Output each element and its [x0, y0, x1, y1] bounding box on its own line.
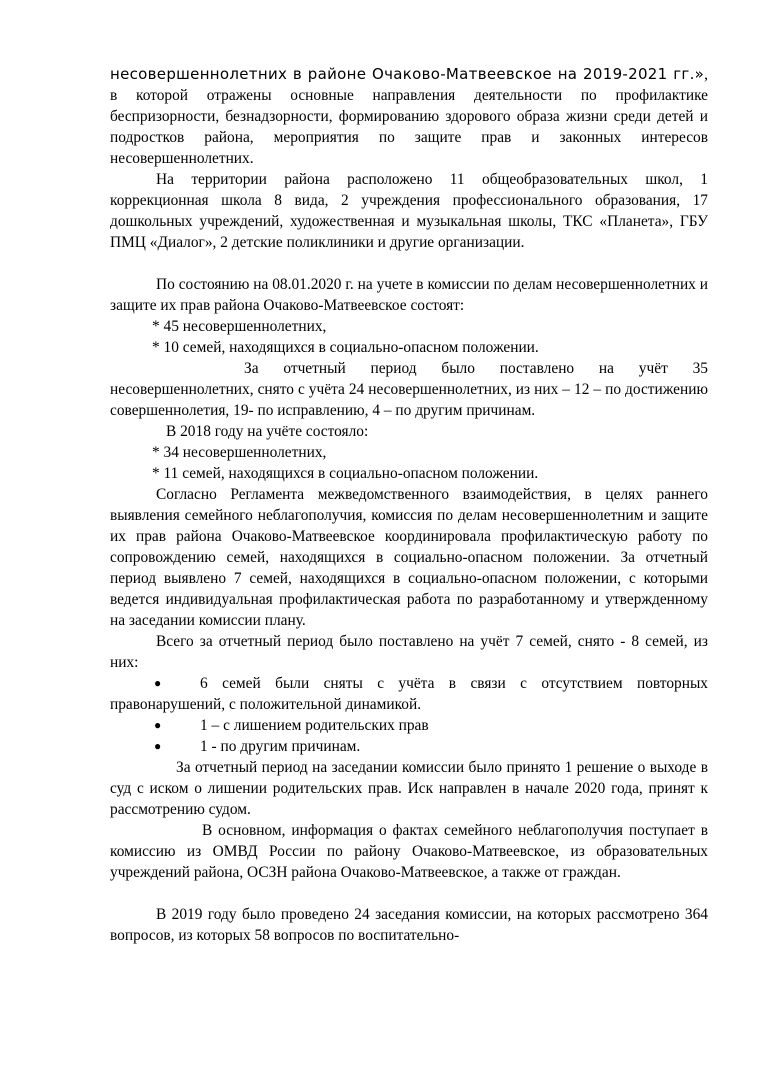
- paragraph-institutions: На территории района расположено 11 общеобразовательных школ, 1 коррекционная школа 8 вида, 2 учреждения профессионального образования, 17 дошкольных учреждений, художественная и музыкальная школы, ТКС «Планета», ГБУ ПМЦ «Диалог», 2 детские поликлиники и другие организации.: [110, 171, 708, 251]
- list-item: * 10 семей, находящихся в социально-опасном положении.: [152, 339, 539, 356]
- paragraph-regulation: Согласно Регламента межведомственного взаимодействия, в целях раннего выявления семейного неблагополучия, комиссия по делам несовершеннолетним и защите их прав района Очаково-Матвеевское координировала профилактическую работу по сопровождению семей, находящихся в социально-опасном положении. За отчетный период выявлено 7 семей, находящихся в социально-опасном положении, с которыми ведется индивидуальная профилактическая работа по разработанному и утвержденному на заседании комиссии плану.: [110, 486, 708, 629]
- bullet-text: 6 семей были сняты с учёта в связи с отсутствием повторных правонарушений, с положительной динамикой.: [110, 675, 708, 713]
- bullet-icon: ●: [154, 739, 162, 753]
- bullet-icon: ●: [154, 676, 162, 690]
- program-description-text: , в которой отражены основные направления деятельности по профилактике беспризорности, безнадзорности, формированию здорового образа жизни среди детей и подростков района, мероприятия по защите прав и законных интересов несовершеннолетних.: [110, 66, 708, 167]
- document-body: [110, 64, 708, 946]
- spacer: [110, 253, 708, 274]
- bullet-item: [110, 673, 708, 715]
- paragraph-families-total: Всего за отчетный период было поставлено на учёт 7 семей, снято - 8 семей, из них:: [110, 633, 708, 671]
- bullet-text: 1 - по другим причинам.: [200, 738, 361, 755]
- bullet-item: [110, 736, 708, 757]
- paragraph-meetings-2019: В 2019 году было проведено 24 заседания комиссии, на которых рассмотрено 364 вопросов, из которых 58 вопросов по воспитательно-: [110, 906, 708, 944]
- paragraph-program-description: [110, 64, 708, 169]
- program-title-fragment: несовершеннолетних в районе Очаково-Матвеевское на 2019-2021 гг.»: [110, 65, 705, 83]
- paragraph-reporting-period: За отчетный период было поставлено на учёт 35 несовершеннолетних, снято с учёта 24 несовершеннолетних, из них – 12 – по достижению совершеннолетия, 19- по исправлению, 4 – по другим причинам.: [110, 360, 708, 419]
- list-item: * 11 семей, находящихся в социально-опасном положении.: [152, 465, 539, 482]
- bullet-icon: ●: [154, 718, 162, 732]
- bullet-text: 1 – с лишением родительских прав: [200, 717, 429, 734]
- paragraph-court-decision: За отчетный период на заседании комиссии было принято 1 решение о выходе в суд с иском о лишении родительских прав. Иск направлен в начале 2020 года, принят к рассмотрению судом.: [110, 759, 708, 818]
- list-item: * 34 несовершеннолетних,: [152, 444, 327, 461]
- list-item: * 45 несовершеннолетних,: [152, 318, 327, 335]
- paragraph-registry-status: По состоянию на 08.01.2020 г. на учете в комиссии по делам несовершеннолетних и защите их прав района Очаково-Матвеевское состоят:: [110, 276, 708, 314]
- paragraph-2018-heading: В 2018 году на учёте состояло:: [166, 423, 369, 440]
- bullet-item: [110, 715, 708, 736]
- spacer: [110, 883, 708, 904]
- paragraph-information-sources: В основном, информация о фактах семейного неблагополучия поступает в комиссию из ОМВД России по району Очаково-Матвеевское, из образовательных учреждений района, ОСЗН района Очаково-Матвеевское, а также от граждан.: [110, 822, 708, 881]
